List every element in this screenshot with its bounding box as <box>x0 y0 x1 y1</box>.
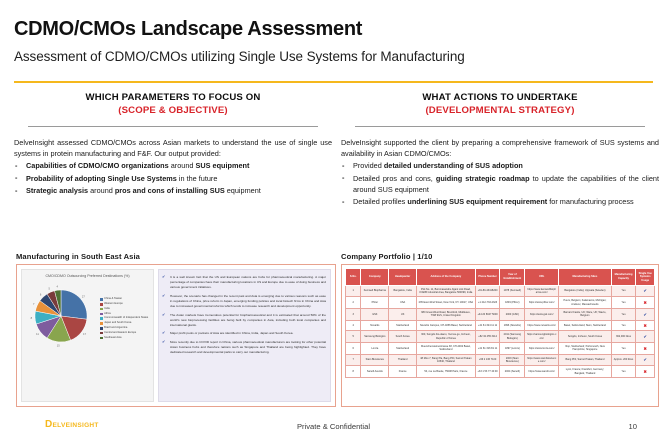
left-heading-line1: WHICH PARAMETERS TO FOCUS ON <box>85 92 261 103</box>
confidentiality-notice: Private & Confidential <box>296 422 371 431</box>
table-cell: Yes <box>611 309 636 321</box>
list-item: - Strategic analysis around pros and cons of installing SUS equipment <box>15 185 261 196</box>
table-cell: 2011 (Samsung Biologics) <box>500 331 525 343</box>
table-cell: https://www.lonza.com/ <box>525 342 559 354</box>
check-icon: ✔ <box>162 274 166 279</box>
table-cell-sus-usage <box>636 354 655 366</box>
table-cell: +44 20 8047 5000 <box>475 309 500 321</box>
bullet-marker: - <box>15 173 18 183</box>
table-cell: Switzerland <box>389 320 417 330</box>
table-cell-sus-usage <box>636 331 655 343</box>
table-cell: Visp, Switzerland; Portsmouth, New Hampshire; Singapore <box>559 342 612 354</box>
pie-slice-label: 11 <box>36 333 39 337</box>
legend-swatch <box>100 322 103 325</box>
table-column-header: URL <box>525 269 559 286</box>
table-cell: 2000 (GSK) <box>500 309 525 321</box>
header-divider <box>14 81 653 83</box>
table-row[interactable] <box>346 297 655 309</box>
left-bullet-list <box>14 160 332 196</box>
panel-left-box <box>16 264 336 407</box>
table-cell: Lyon, France; Frankfurt, Germany; Bangkok, Thailand <box>559 366 612 378</box>
table-cell: 2009 (Siam Bioscience) <box>500 354 525 366</box>
table-cell: Novartis Campus, CH-4056 Basel, Switzerland <box>417 320 476 330</box>
check-icon: ✔ <box>643 288 647 294</box>
table-cell: 7 <box>346 354 361 366</box>
table-cell: GSK <box>361 309 389 321</box>
table-cell: Novartis <box>361 320 389 330</box>
legend-label: Western Europe <box>104 302 123 305</box>
table-cell: https://www.siambioscience.com/ <box>525 354 559 366</box>
table-cell: +41 61 324 11 11 <box>475 320 500 330</box>
legend-swatch <box>100 303 103 306</box>
table-cell: Bang Phli, Samut Prakan, Thailand <box>559 354 612 366</box>
list-item: - Detailed pros and cons, guiding strategic roadmap to update the capabilities of the client around SUS equipment <box>342 173 659 195</box>
bullet-marker: - <box>342 196 345 206</box>
table-row[interactable] <box>346 366 655 378</box>
left-body <box>14 137 332 196</box>
legend-label: Japan and South Korea <box>104 321 132 325</box>
bullet-marker: - <box>342 173 345 183</box>
table-column-header: Manufacturing Capacity <box>611 269 636 286</box>
legend-swatch <box>100 337 103 340</box>
logo-wordmark: ELVEINSIGHT <box>52 422 99 429</box>
table-cell: 54, rue La Boetie, 75008 Paris, France <box>417 366 476 378</box>
legend-label: Southeast Asia <box>104 335 122 339</box>
insight-note-text: Major profit pools or pockets of Asia are identified in China, India, Japan and South Korea. <box>170 331 294 336</box>
column-scope-objective <box>14 92 332 197</box>
table-cell-sus-usage <box>636 320 655 330</box>
pie-slice-label: 5 <box>48 287 50 291</box>
table-cell: 1849 (Pfizer) <box>500 297 525 309</box>
table-cell: Yes <box>611 320 636 330</box>
table-cell: France <box>389 366 417 378</box>
left-intro-text: DelveInsight assessed CDMO/CMOs across Asian markets to understand the use of single use systems in protein manufacturing and F&F. Our output provided: <box>14 137 332 159</box>
table-cell-sus-usage <box>636 342 655 354</box>
table-cell: 1897 (Lonza) <box>500 342 525 354</box>
table-cell: Kemwell Biopharma <box>361 285 389 297</box>
bullet-marker: - <box>15 185 18 195</box>
table-cell: Puurs, Belgium; Kalamazoo, Michigan; Andover, Massachusetts <box>559 297 612 309</box>
table-cell: +91-80-43418200 <box>475 285 500 297</box>
right-heading-divider <box>355 126 645 127</box>
table-cell-sus-usage <box>636 297 655 309</box>
table-row[interactable] <box>346 342 655 354</box>
table-column-header: Address of the Company <box>417 269 476 286</box>
table-cell: 5 <box>346 331 361 343</box>
pie-chart-title: CMO/CDMO Outsourcing Preferred Destinations (%) <box>45 274 130 278</box>
page-number: 10 <box>628 422 637 431</box>
legend-swatch <box>100 298 103 301</box>
insight-note-text: More recently due to COVID report in China, various pharmaceutical manufacturers are looking for other potential Asian business hubs and therefore nations such as Singapore and Thailand are being highlighted. They have dedicated research and developmental parks to carry out manufacturing. <box>170 340 326 355</box>
insight-note-text: The Asian markets have tremendous potential for biopharmaceutical and it is estimated that around 50% of the world's new bioprocessing facilities are being built by companies in Asia, including both local companies and international giants. <box>170 312 326 327</box>
table-cell: 300, Songdo bio-daero, Yeonsu-gu, Incheon, Republic of Korea <box>417 331 476 343</box>
legend-label: China & Taiwan <box>104 297 123 301</box>
table-cell: +33 1 53 77 40 00 <box>475 366 500 378</box>
panel-company-portfolio <box>341 252 659 410</box>
panel-manufacturing-sea <box>16 252 336 410</box>
check-icon: ✔ <box>162 292 166 298</box>
table-cell: 3 <box>346 309 361 321</box>
pie-chart-legend <box>100 297 148 340</box>
table-cell: 1978 (Kemwell) <box>500 285 525 297</box>
table-cell: South Korea <box>389 331 417 343</box>
table-cell: Pfizer <box>361 297 389 309</box>
table-column-header: S.No. <box>346 269 361 286</box>
legend-swatch <box>100 308 103 311</box>
table-cell: Yes <box>611 366 636 378</box>
left-heading-divider <box>28 126 318 127</box>
table-cell: 6 <box>346 342 361 354</box>
insight-note-text: However, the scenario has changed in the recent past and Asia is emerging due to various reasons such as ease in regulations of China, price reform in Japan, emerging funding policies and local biotech firms in China and Asia due to increased governmental reforms which tends to increase research and development opportunity. <box>170 293 326 308</box>
table-cell: Samsung Biologics <box>361 331 389 343</box>
table-cell: Bangalore, India <box>389 285 417 297</box>
table-cell: Approx. 200 litres <box>611 354 636 366</box>
legend-label: Africa <box>104 311 111 315</box>
check-icon: ✔ <box>162 311 166 317</box>
legend-swatch <box>100 317 103 320</box>
table-column-header: Phone Number <box>475 269 500 286</box>
left-section-heading <box>14 92 332 118</box>
list-item: - Probability of adopting Single Use Systems in the future <box>15 173 218 183</box>
legend-item <box>100 336 148 341</box>
table-cell: 8 <box>346 366 361 378</box>
table-body <box>346 285 655 378</box>
table-cell: Plot No. 11, Bommasandra Jigani Link Road, KIADB Industrial Area, Bangalore 560099, India <box>417 285 476 297</box>
table-column-header: Headquarter <box>389 269 417 286</box>
right-heading-line2: (DEVELOPMENTAL STRATEGY) <box>425 104 575 116</box>
table-cell: Yes <box>611 297 636 309</box>
table-cell: UK <box>389 309 417 321</box>
page-subtitle: Assessment of CDMO/CMOs utilizing Single Use Systems for Manufacturing <box>14 49 465 64</box>
pie-chart-area <box>22 279 153 383</box>
table-cell: 2 <box>346 297 361 309</box>
table-cell: 1996 (Novartis) <box>500 320 525 330</box>
list-item: - Detailed profiles underlining SUS equipment requirement for manufacturing process <box>342 196 634 207</box>
table-cell-sus-usage <box>636 285 655 297</box>
table-cell: +82 32 455 3114 <box>475 331 500 343</box>
table-cell: https://www.pfizer.com/ <box>525 297 559 309</box>
pie-slice-label: 17 <box>83 333 86 337</box>
table-column-header: Company <box>361 269 389 286</box>
table-row[interactable] <box>346 285 655 297</box>
pie-slice <box>61 290 87 319</box>
table-cell: +1 212-733-2323 <box>475 297 500 309</box>
table-cell: 235 East 42nd Street, New York, NY 10017, USA <box>417 297 476 309</box>
table-cell: Basel, Switzerland; Stein, Switzerland <box>559 320 612 330</box>
table-cell: https://www.sanofi.com/ <box>525 366 559 378</box>
table-cell: Yes <box>611 285 636 297</box>
table-cell: 980 Great West Road, Brentford, Middlesex, TW8 9GS, United Kingdom <box>417 309 476 321</box>
right-heading-line1: WHAT ACTIONS TO UNDERTAKE <box>422 92 578 103</box>
right-body <box>341 137 659 208</box>
table-cell: 1 <box>346 285 361 297</box>
insight-note <box>162 313 326 328</box>
table-cell: Bangalore (India); Uppsala (Sweden) <box>559 285 612 297</box>
page-title: CDMO/CMOs Landscape Assessment <box>14 18 363 40</box>
check-icon: ✔ <box>162 339 166 345</box>
pie-slice-label: 7 <box>32 303 35 307</box>
slide-footer <box>0 414 667 438</box>
insight-note <box>162 331 326 336</box>
table-cell: Sanofi Aventis <box>361 366 389 378</box>
pie-chart-card <box>21 269 154 402</box>
pie-slice-label: 15 <box>56 344 60 348</box>
table-cell: 2004 (Sanofi) <box>500 366 525 378</box>
pie-slice-label: 6 <box>39 293 42 297</box>
cross-icon: ✖ <box>643 322 647 328</box>
check-icon: ✔ <box>643 357 647 363</box>
cross-icon: ✖ <box>643 299 647 305</box>
insight-note <box>162 275 326 290</box>
bullet-marker: - <box>342 160 345 170</box>
legend-swatch <box>100 313 103 316</box>
table-header-row <box>346 269 655 286</box>
pie-chart-svg <box>30 285 92 347</box>
table-cell: 4 <box>346 320 361 330</box>
logo-initial: D <box>45 419 53 430</box>
panel-left-title: Manufacturing in South East Asia <box>16 252 141 261</box>
table-cell: USA <box>389 297 417 309</box>
table-cell: Thailand <box>389 354 417 366</box>
check-icon: ✔ <box>643 333 647 339</box>
bullet-marker: - <box>15 160 18 170</box>
table-cell: Siam Bioscience <box>361 354 389 366</box>
table-cell: https://www.kemwellbiopharma.com/ <box>525 285 559 297</box>
table-column-header: Single Use Systems Usage <box>636 269 655 286</box>
column-developmental-strategy <box>341 92 659 209</box>
legend-label: Brazil and Argentina <box>104 325 128 329</box>
table-cell: https://www.novartis.com/ <box>525 320 559 330</box>
table-cell: Barnard Castle, UK; Ware, UK; Wavre, Belgium <box>559 309 612 321</box>
table-row[interactable] <box>346 320 655 330</box>
list-item: - Capabilities of CDMO/CMO organizations around SUS equipment <box>15 160 250 171</box>
table-column-header: Year of Establishment <box>500 269 525 286</box>
left-heading-line2: (SCOPE & OBJECTIVE) <box>118 104 228 116</box>
table-cell: Lonza <box>361 342 389 354</box>
table-cell: Yes <box>611 342 636 354</box>
right-intro-text: DelveInsight supported the client by preparing a comprehensive framework of SUS systems and availability in Asian CDMO/CMOs: <box>341 137 659 159</box>
table-cell: Songdo, Incheon, South Korea <box>559 331 612 343</box>
pie-slice-label: 27 <box>81 295 85 299</box>
legend-label: Commonwealth of Independent States <box>104 316 149 320</box>
table-cell: Switzerland <box>389 342 417 354</box>
table-cell: +66 2 136 7100 <box>475 354 500 366</box>
panel-right-box <box>341 264 659 407</box>
legend-swatch <box>100 327 103 330</box>
table-row[interactable] <box>346 331 655 343</box>
insight-note <box>162 340 326 355</box>
right-section-heading <box>341 92 659 118</box>
legend-label: India <box>104 306 110 310</box>
table-cell: Muenchensteinerstrasse 38, CH-4002 Basel, Switzerland <box>417 342 476 354</box>
check-icon: ✔ <box>162 330 166 336</box>
table-cell: +41 61 316 81 11 <box>475 342 500 354</box>
table-row[interactable] <box>346 354 655 366</box>
legend-swatch <box>100 332 103 335</box>
table-cell: https://samsungbiologics.com/ <box>525 331 559 343</box>
table-cell: 362,000 litres <box>611 331 636 343</box>
company-portfolio-table <box>345 268 655 378</box>
slide-header <box>14 18 653 65</box>
table-cell: 48 Moo 7, Bang Pla, Bang Phli, Samut Prakan 10540, Thailand <box>417 354 476 366</box>
table-cell-sus-usage <box>636 309 655 321</box>
cross-icon: ✖ <box>643 345 647 351</box>
insight-note-text: It is a well known fact that the US and European nations are hubs for pharmaceutical manufacturing. A major percentage of companies have their manufacturing locations in US and Europe due to ease of doing business and various government initiatives. <box>170 275 326 289</box>
table-row[interactable] <box>346 309 655 321</box>
list-item: - Provided detailed understanding of SUS adoption <box>342 160 523 171</box>
check-icon: ✔ <box>643 311 647 317</box>
right-bullet-list <box>341 160 659 207</box>
cross-icon: ✖ <box>643 369 647 375</box>
pie-slice-label: 4 <box>56 285 58 289</box>
table-column-header: Manufacturing Sites <box>559 269 612 286</box>
insight-note <box>162 294 326 309</box>
legend-label: Central and Eastern Europe <box>104 330 137 334</box>
table-cell-sus-usage <box>636 366 655 378</box>
panel-right-title: Company Portfolio | 1/10 <box>341 252 433 261</box>
insight-notes-list <box>158 269 331 402</box>
pie-slice-label: 8 <box>30 317 33 321</box>
table-cell: https://www.gsk.com/ <box>525 309 559 321</box>
